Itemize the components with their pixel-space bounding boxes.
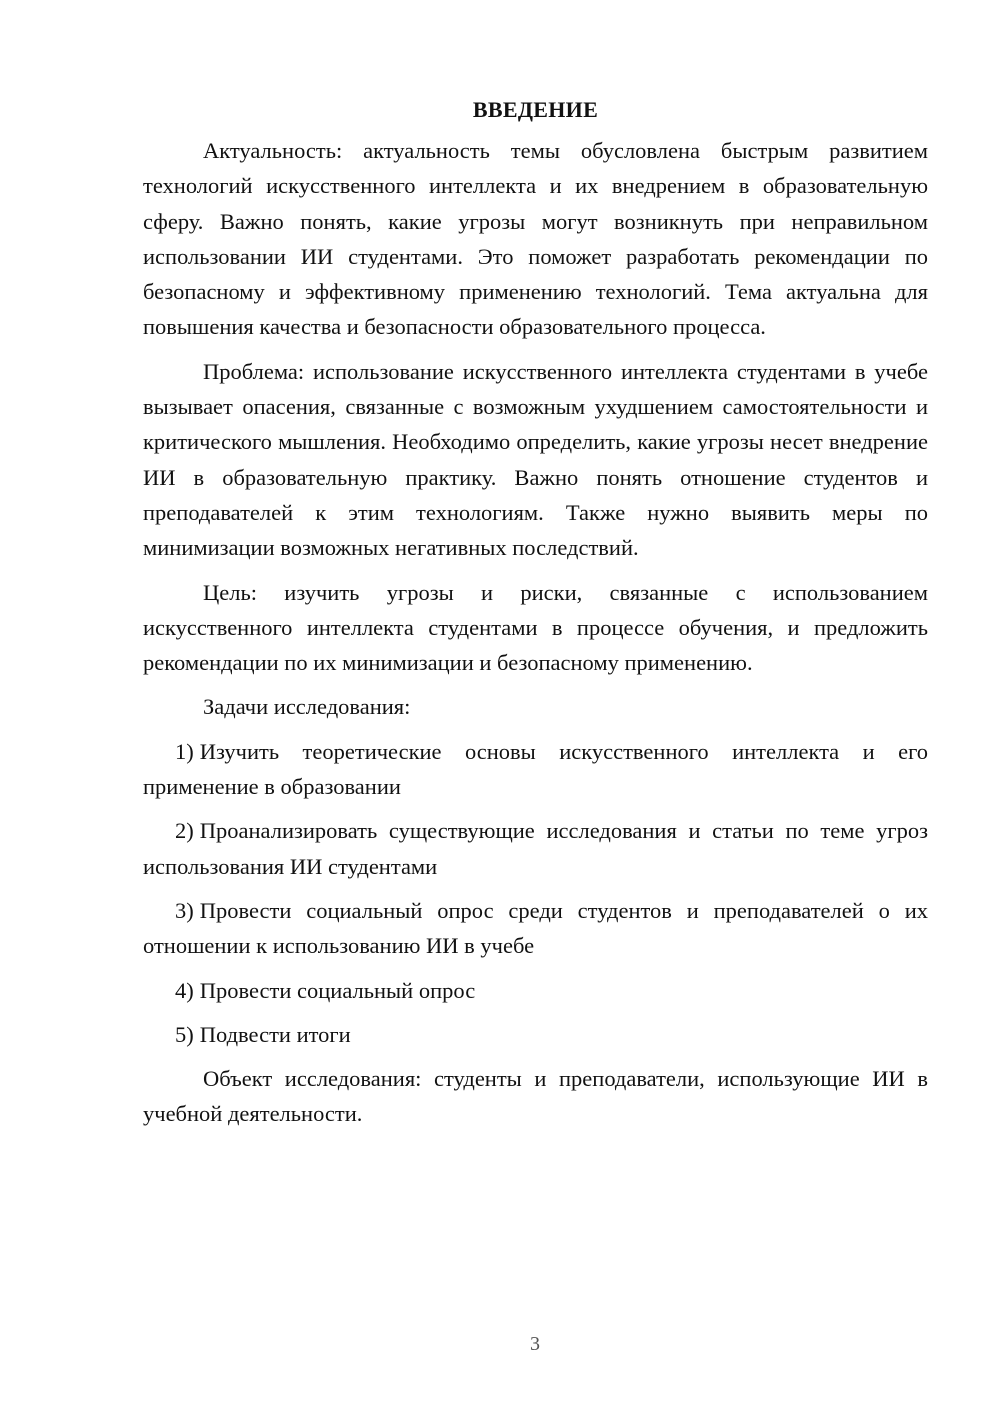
object-paragraph: Объект исследования: студенты и преподаватели, использующие ИИ в учебной деятельности. <box>143 1066 928 1127</box>
task-number: 3) <box>175 897 194 923</box>
task-text: Провести социальный опрос <box>199 977 476 1003</box>
tasks-heading: Задачи исследования: <box>203 694 411 720</box>
task-number: 5) <box>175 1021 194 1047</box>
task-number: 1) <box>175 738 194 764</box>
task-item-1 <box>143 734 928 805</box>
task-number: 2) <box>175 818 194 844</box>
task-text: Изучить теоретические основы искусственного интеллекта и его применение в образовании <box>143 738 928 800</box>
task-number: 4) <box>175 977 194 1003</box>
task-item-4 <box>143 973 928 1008</box>
problem-paragraph: Проблема: использование искусственного интеллекта студентами в учебе вызывает опасения, связанные с возможным ухудшением самостоятельности и критического мышления. Необходимо определить, какие угрозы несет внедрение ИИ в образовательную практику. Важно понять отношение студентов и преподавателей к этим технологиям. Также нужно выявить меры по минимизации возможных негативных последствий. <box>143 358 928 561</box>
task-text: Подвести итоги <box>199 1021 351 1047</box>
task-text: Провести социальный опрос среди студентов и преподавателей о их отношении к использованию ИИ в учебе <box>143 897 928 959</box>
page-number: 3 <box>530 1333 540 1355</box>
task-item-2 <box>143 813 928 884</box>
page-content <box>143 92 928 1141</box>
section-title: ВВЕДЕНИЕ <box>472 97 599 122</box>
goal-paragraph: Цель: изучить угрозы и риски, связанные с использованием искусственного интеллекта студентами в процессе обучения, и предложить рекомендации по их минимизации и безопасному применению. <box>143 579 928 676</box>
task-item-3 <box>143 893 928 964</box>
task-item-5 <box>143 1017 928 1052</box>
relevance-paragraph: Актуальность: актуальность темы обусловлена быстрым развитием технологий искусственного интеллекта и их внедрением в образовательную сферу. Важно понять, какие угрозы могут возникнуть при неправильном использовании ИИ студентами. Это поможет разработать рекомендации по безопасному и эффективному применению технологий. Тема актуальна для повышения качества и безопасности образовательного процесса. <box>143 138 928 340</box>
task-text: Проанализировать существующие исследования и статьи по теме угроз использования ИИ студентами <box>143 818 928 879</box>
